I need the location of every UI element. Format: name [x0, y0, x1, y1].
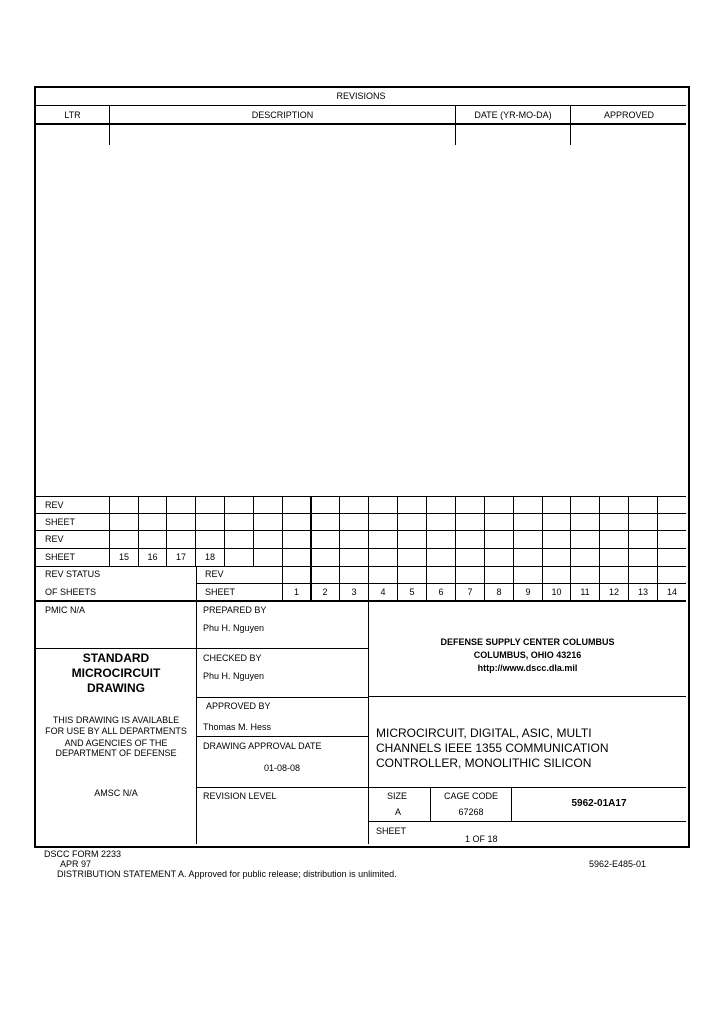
sheet-number-16: 16	[147, 552, 158, 562]
title-line-1: MICROCIRCUIT, DIGITAL, ASIC, MULTI	[376, 726, 592, 740]
availability-line-1: THIS DRAWING IS AVAILABLE	[52, 715, 180, 725]
sheet-label-1: SHEET	[45, 517, 76, 527]
of-sheets-label: OF SHEETS	[45, 587, 97, 597]
approved-by: Thomas M. Hess	[203, 722, 272, 732]
header-description: DESCRIPTION	[251, 110, 314, 120]
status-sheet-13: 13	[637, 587, 648, 597]
approval-date: 01-08-08	[263, 763, 301, 773]
status-sheet-14: 14	[666, 587, 677, 597]
approval-date-label: DRAWING APPROVAL DATE	[203, 741, 322, 751]
standard-line-1: STANDARD	[82, 651, 150, 665]
sheet-number-17: 17	[175, 552, 186, 562]
footer-doc-number: 5962-E485-01	[589, 859, 647, 869]
agency-line-2: COLUMBUS, OHIO 43216	[473, 650, 582, 660]
header-approved: APPROVED	[603, 110, 654, 120]
prepared-by-label: PREPARED BY	[203, 605, 267, 615]
status-sheet-4: 4	[380, 587, 386, 597]
agency-line-3: http://www.dscc.dla.mil	[477, 663, 578, 673]
rev-label-1: REV	[45, 500, 64, 510]
rev-status-label: REV STATUS	[45, 569, 101, 579]
title-line-2: CHANNELS IEEE 1355 COMMUNICATION	[376, 741, 609, 755]
status-sheet-8: 8	[496, 587, 502, 597]
availability-line-2: FOR USE BY ALL DEPARTMENTS	[45, 726, 187, 736]
sheet-number-15: 15	[118, 552, 129, 562]
approved-by-label: APPROVED BY	[206, 701, 271, 711]
status-sheet-1: 1	[293, 587, 299, 597]
agency-line-1: DEFENSE SUPPLY CENTER COLUMBUS	[440, 637, 615, 647]
sheet-number-18: 18	[204, 552, 215, 562]
pmic: PMIC N/A	[45, 605, 86, 615]
amsc: AMSC N/A	[94, 788, 138, 798]
revisions-title: REVISIONS	[336, 91, 386, 101]
status-sheet-9: 9	[525, 587, 531, 597]
drawing-number: 5962-01A17	[571, 798, 627, 809]
status-sheet-12: 12	[608, 587, 619, 597]
status-sheet-3: 3	[351, 587, 357, 597]
footer-distribution: DISTRIBUTION STATEMENT A. Approved for public release; distribution is unlimited.	[57, 869, 397, 879]
sheet-label: SHEET	[376, 826, 407, 836]
revision-level-label: REVISION LEVEL	[203, 791, 277, 801]
rev-label-2: REV	[45, 534, 64, 544]
header-ltr: LTR	[64, 110, 81, 120]
availability-line-3: AND AGENCIES OF THE	[64, 738, 168, 748]
footer-form-date: APR 97	[60, 859, 92, 869]
size-label: SIZE	[387, 791, 408, 801]
status-sheet-7: 7	[467, 587, 473, 597]
status-sheet-11: 11	[580, 587, 590, 597]
header-date: DATE (YR-MO-DA)	[474, 110, 552, 120]
cage-code-label: CAGE CODE	[443, 791, 498, 801]
title-line-3: CONTROLLER, MONOLITHIC SILICON	[376, 756, 592, 770]
standard-line-3: DRAWING	[87, 681, 145, 695]
sheet-label-2: SHEET	[45, 552, 76, 562]
prepared-by: Phu H. Nguyen	[203, 623, 265, 633]
size-value: A	[395, 807, 402, 817]
footer-form: DSCC FORM 2233	[44, 849, 122, 859]
status-sheet-5: 5	[409, 587, 415, 597]
checked-by: Phu H. Nguyen	[203, 671, 265, 681]
availability-line-4: DEPARTMENT OF DEFENSE	[55, 748, 177, 758]
status-sheet-6: 6	[438, 587, 444, 597]
status-sheet-2: 2	[322, 587, 328, 597]
status-sheet-label: SHEET	[205, 587, 236, 597]
sheet-of: 1 OF 18	[465, 834, 498, 844]
standard-line-2: MICROCIRCUIT	[71, 666, 161, 680]
checked-by-label: CHECKED BY	[203, 653, 262, 663]
status-rev-label: REV	[205, 569, 224, 579]
cage-code: 67268	[458, 807, 484, 817]
status-sheet-10: 10	[551, 587, 562, 597]
